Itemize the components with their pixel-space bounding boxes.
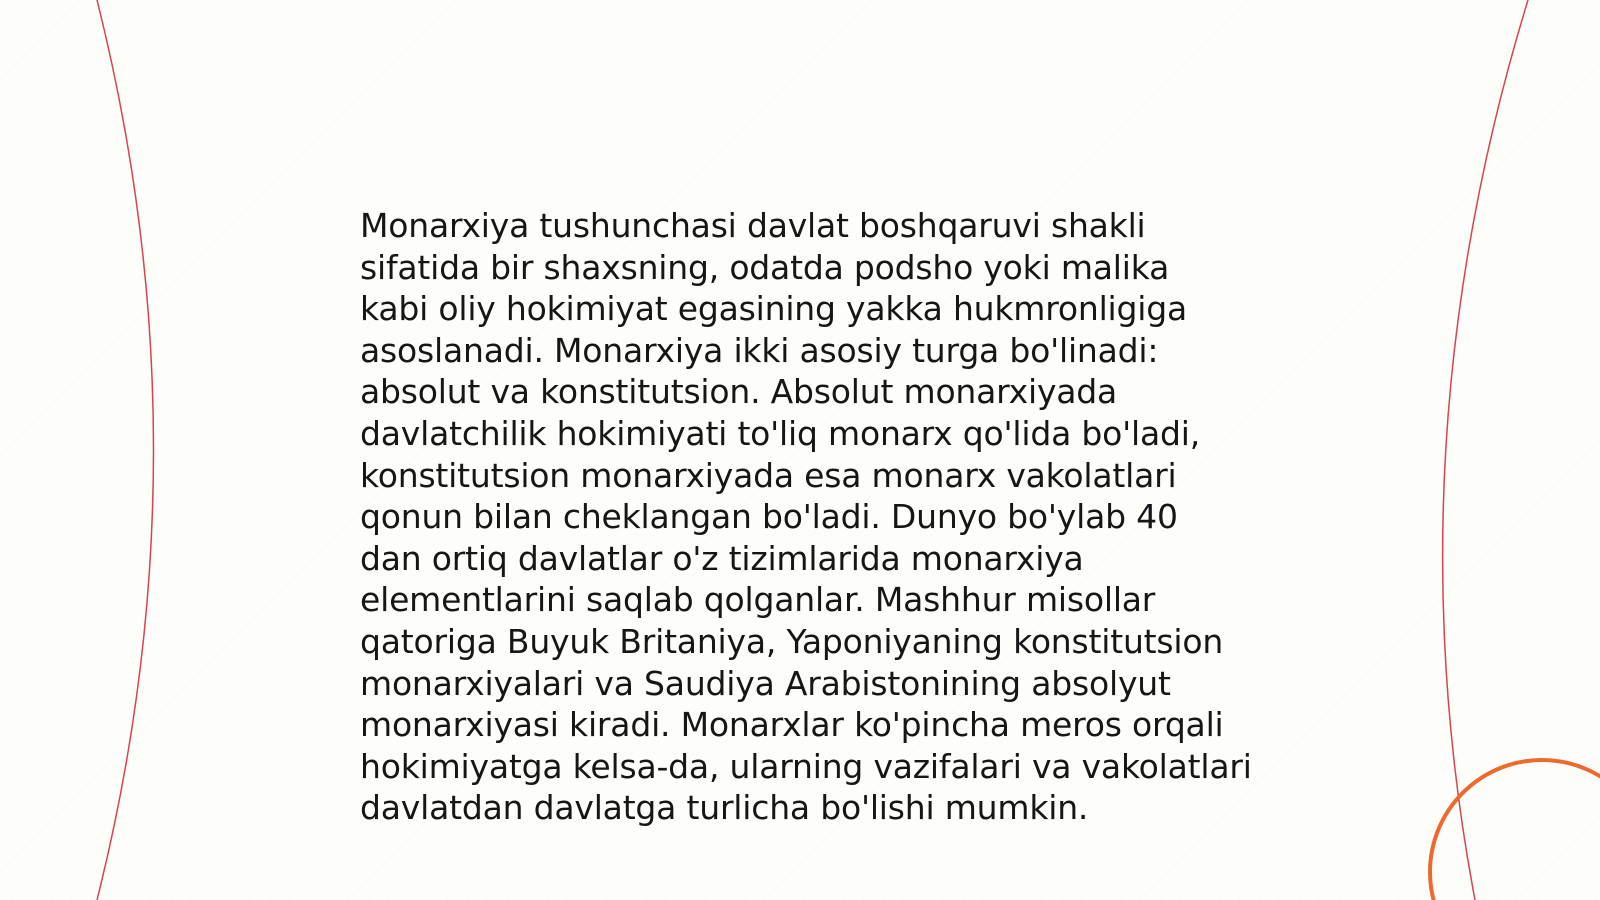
accent-circle — [1430, 760, 1600, 900]
left-curve-line — [97, 0, 154, 900]
slide-body-text: Monarxiya tushunchasi davlat boshqaruvi shakli sifatida bir shaxsning, odatda podsho yoki malika kabi oliy hokimiyat egasining yakka hukmronligiga asoslanadi. Monarxiya ikki asosiy turga bo'linadi: absolut va konstitutsion. Absolut monarxiyada davlatchilik hokimiyati to'liq monarx qo'lida bo'ladi, konstitutsion monarxiyada esa monarx vakolatlari qonun bilan cheklangan bo'ladi. Dunyo bo'ylab 40 dan ortiq davlatlar o'z tizimlarida monarxiya elementlarini saqlab qolganlar. Mashhur misollar qatoriga Buyuk Britaniya, Yaponiyaning konstitutsion monarxiyalari va Saudiya Arabistonining absolyut monarxiyasi kiradi. Monarxlar ko'pincha meros orqali hokimiyatga kelsa-da, ularning vazifalari va vakolatlari davlatdan davlatga turlicha bo'lishi mumkin. — [360, 206, 1252, 828]
